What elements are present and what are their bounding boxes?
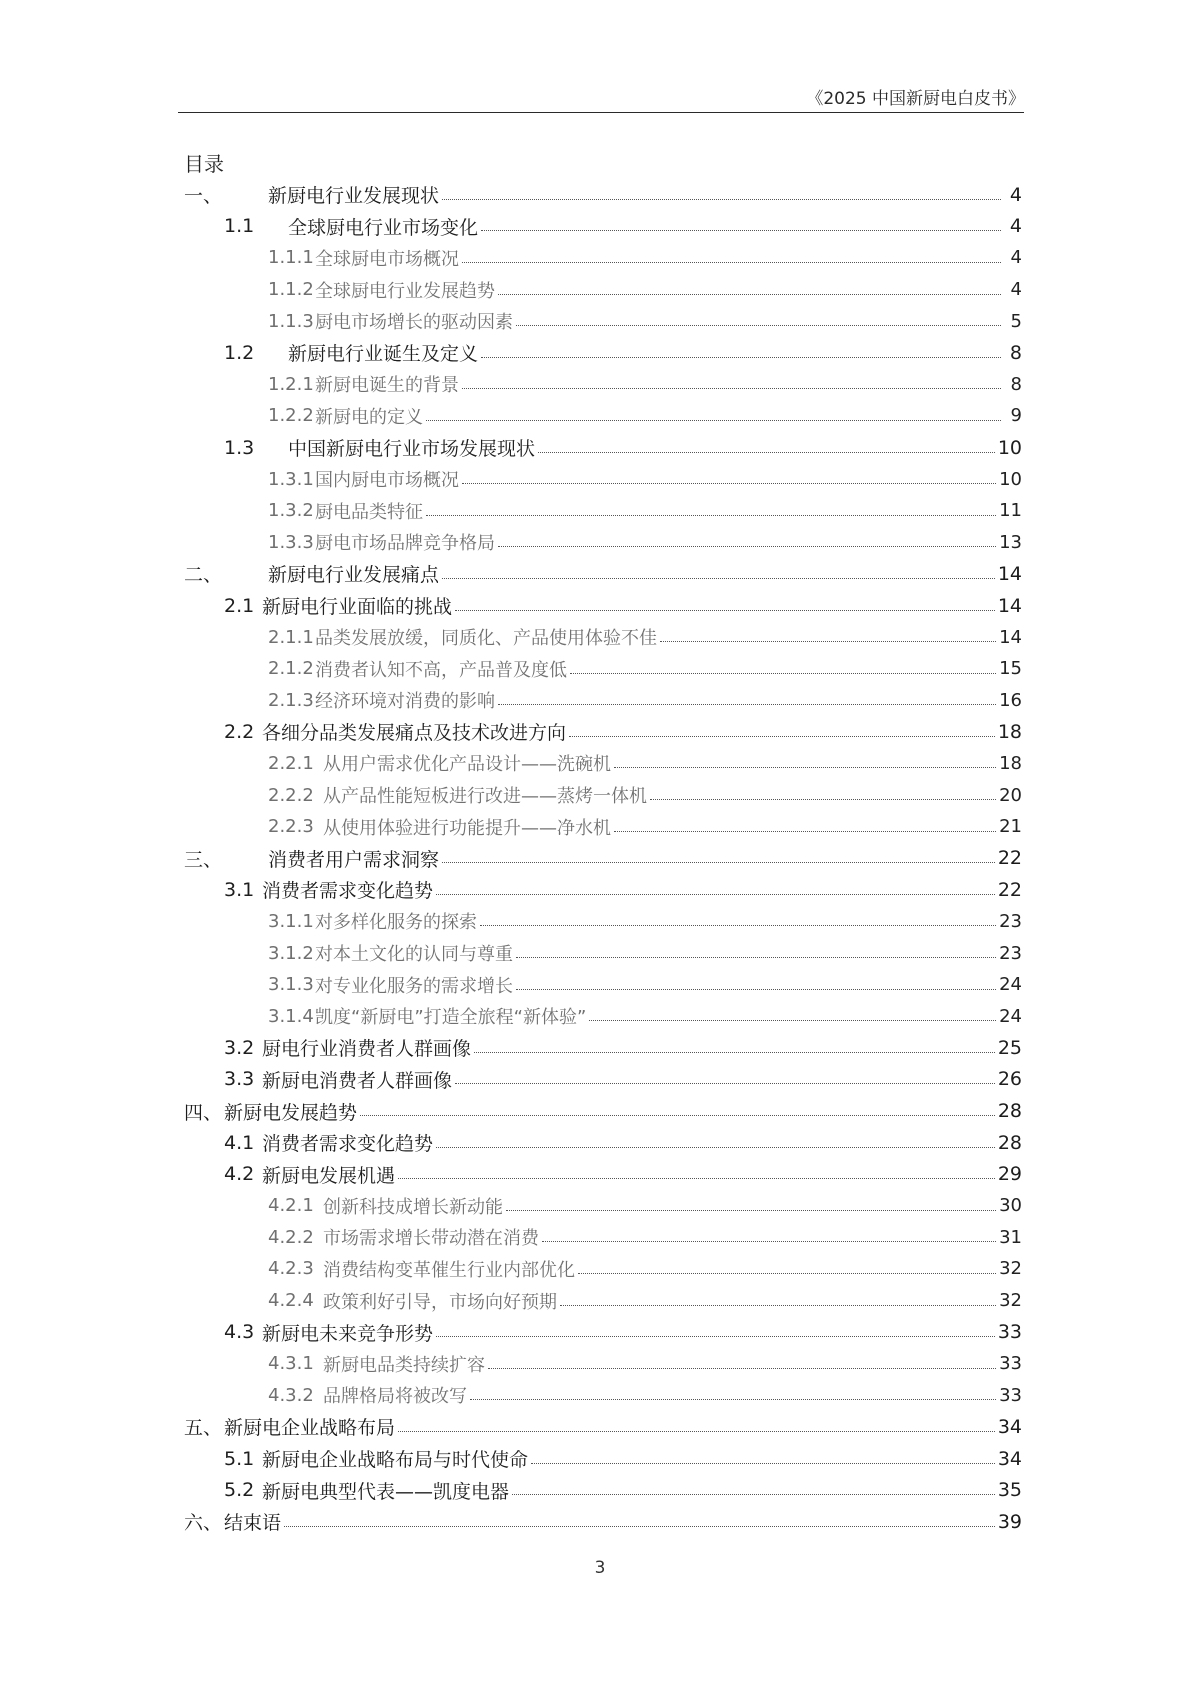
toc-entry-number: 2.1 — [224, 594, 255, 617]
toc-entry[interactable] — [184, 305, 1022, 337]
toc-entry-page: 18 — [997, 720, 1022, 743]
toc-dot-leader — [481, 229, 1001, 231]
toc-entry-title: 消费结构变革催生行业内部优化 — [323, 1259, 575, 1281]
toc-entry-number: 3.1.4 — [268, 1005, 314, 1027]
toc-entry-title: 结束语 — [224, 1512, 282, 1535]
toc-entry-number: 1.2.2 — [268, 405, 314, 427]
toc-dot-leader — [498, 703, 996, 705]
toc-entry-page: 13 — [999, 531, 1022, 553]
toc-entry-page: 4 — [1010, 247, 1022, 269]
toc-entry-title: 消费者需求变化趋势 — [262, 1133, 434, 1156]
toc-entry-page: 24 — [999, 974, 1022, 996]
toc-entry-page: 16 — [999, 689, 1022, 711]
toc-entry[interactable] — [184, 369, 1022, 401]
toc-dot-leader — [481, 356, 1001, 358]
toc-entry[interactable] — [184, 274, 1022, 306]
header-title: 《2025 中国新厨电白皮书》 — [806, 89, 1025, 109]
toc-entry-number: 4.2.2 — [268, 1226, 314, 1248]
toc-entry-title: 品牌格局将被改写 — [323, 1386, 467, 1408]
toc-entry-page: 30 — [999, 1195, 1022, 1217]
toc-dot-leader — [498, 293, 1001, 295]
toc-entry[interactable] — [184, 1158, 1022, 1190]
toc-entry-title: 新厨电行业发展现状 — [268, 185, 440, 208]
toc-entry[interactable] — [184, 1285, 1022, 1317]
toc-entry-number: 六、 — [184, 1512, 223, 1535]
toc-entry-page: 24 — [999, 1005, 1022, 1027]
toc-entry-number: 3.3 — [224, 1068, 255, 1091]
toc-dot-leader — [660, 640, 996, 642]
toc-entry-title: 新厨电企业战略布局与时代使命 — [262, 1449, 529, 1472]
toc-entry-title: 品类发展放缓，同质化、产品使用体验不佳 — [315, 628, 657, 650]
toc-entry-number: 4.2.3 — [268, 1258, 314, 1280]
toc-entry-page: 8 — [1010, 373, 1022, 395]
toc-entry[interactable] — [184, 242, 1022, 274]
toc-entry-number: 4.3 — [224, 1321, 255, 1344]
toc-entry[interactable] — [184, 1506, 1022, 1538]
toc-entry[interactable] — [184, 1064, 1022, 1096]
toc-entry-title: 消费者需求变化趋势 — [262, 880, 434, 903]
toc-entry-number: 一、 — [184, 185, 223, 208]
toc-entry-page: 28 — [997, 1100, 1022, 1123]
toc-entry[interactable] — [184, 432, 1022, 464]
toc-entry-page: 25 — [997, 1036, 1022, 1059]
toc-entry-page: 34 — [997, 1415, 1022, 1438]
toc-dot-leader — [542, 1240, 996, 1242]
toc-entry-page: 20 — [999, 784, 1022, 806]
toc-dot-leader — [531, 1462, 995, 1464]
toc-entry-title: 新厨电典型代表——凯度电器 — [262, 1480, 510, 1503]
toc-entry-title: 全球厨电行业市场变化 — [288, 216, 479, 239]
toc-entry[interactable] — [184, 874, 1022, 906]
toc-entry-title: 凯度“新厨电”打造全旅程“新体验” — [315, 1007, 587, 1029]
toc-entry-title: 市场需求增长带动潜在消费 — [323, 1228, 539, 1250]
toc-dot-leader — [442, 198, 1001, 200]
toc-entry-title: 新厨电诞生的背景 — [315, 375, 459, 397]
toc-entry-title: 从产品性能短板进行改进——蒸烤一体机 — [323, 786, 647, 808]
toc-dot-leader — [480, 924, 996, 926]
toc-entry-page: 14 — [999, 626, 1022, 648]
toc-entry-title: 中国新厨电行业市场发展现状 — [288, 438, 536, 461]
toc-entry-title: 厨电行业消费者人群画像 — [262, 1038, 472, 1061]
toc-entry-number: 三、 — [184, 848, 223, 871]
toc-entry-title: 政策利好引导，市场向好预期 — [323, 1291, 557, 1313]
toc-entry[interactable] — [184, 653, 1022, 685]
toc-dot-leader — [538, 451, 995, 453]
toc-entry[interactable] — [184, 1032, 1022, 1064]
toc-entry-page: 23 — [999, 942, 1022, 964]
toc-dot-leader — [474, 1051, 995, 1053]
toc-entry-title: 新厨电行业诞生及定义 — [288, 343, 479, 366]
toc-entry[interactable] — [184, 463, 1022, 495]
toc-entry-page: 8 — [1009, 341, 1022, 364]
toc-entry[interactable] — [184, 1095, 1022, 1127]
table-of-contents — [184, 179, 1022, 1538]
toc-dot-leader — [516, 956, 996, 958]
toc-entry-page: 9 — [1010, 405, 1022, 427]
toc-entry[interactable] — [184, 558, 1022, 590]
toc-dot-leader — [455, 609, 995, 611]
toc-entry[interactable] — [184, 527, 1022, 559]
toc-entry-number: 2.2.3 — [268, 816, 314, 838]
toc-entry-title: 新厨电行业面临的挑战 — [262, 596, 453, 619]
toc-entry-page: 29 — [997, 1163, 1022, 1186]
toc-entry-number: 3.1.3 — [268, 974, 314, 996]
toc-entry[interactable] — [184, 1348, 1022, 1380]
toc-entry-number: 4.3.1 — [268, 1353, 314, 1375]
toc-entry-title: 消费者用户需求洞察 — [268, 848, 440, 871]
toc-entry-number: 1.1.3 — [268, 310, 314, 332]
toc-entry-number: 2.2 — [224, 720, 255, 743]
toc-entry[interactable] — [184, 779, 1022, 811]
toc-entry-number: 二、 — [184, 564, 223, 587]
toc-entry-page: 11 — [999, 500, 1022, 522]
toc-entry-number: 1.3.1 — [268, 468, 314, 490]
toc-entry-number: 4.3.2 — [268, 1384, 314, 1406]
toc-entry-number: 3.1 — [224, 878, 255, 901]
toc-entry[interactable] — [184, 1316, 1022, 1348]
toc-entry-number: 1.1.2 — [268, 279, 314, 301]
toc-entry-number: 1.3 — [224, 436, 255, 459]
toc-entry-page: 28 — [997, 1131, 1022, 1154]
toc-entry-number: 1.3.3 — [268, 531, 314, 553]
toc-entry[interactable] — [184, 495, 1022, 527]
toc-entry[interactable] — [184, 1253, 1022, 1285]
toc-entry[interactable] — [184, 1411, 1022, 1443]
toc-entry[interactable] — [184, 337, 1022, 369]
toc-entry-page: 18 — [999, 752, 1022, 774]
toc-entry-page: 31 — [999, 1226, 1022, 1248]
toc-entry-title: 新厨电发展趋势 — [224, 1101, 358, 1124]
toc-entry-title: 国内厨电市场概况 — [315, 470, 459, 492]
toc-entry-page: 4 — [1009, 215, 1022, 238]
toc-entry-title: 经济环境对消费的影响 — [315, 691, 495, 713]
toc-dot-leader — [498, 545, 996, 547]
toc-entry[interactable] — [184, 906, 1022, 938]
toc-dot-leader — [516, 324, 1001, 326]
toc-entry-page: 34 — [997, 1447, 1022, 1470]
toc-entry[interactable] — [184, 1474, 1022, 1506]
toc-entry-page: 32 — [999, 1290, 1022, 1312]
toc-dot-leader — [442, 577, 995, 579]
toc-entry-page: 4 — [1010, 279, 1022, 301]
toc-entry[interactable] — [184, 590, 1022, 622]
toc-entry-title: 新厨电品类持续扩容 — [323, 1354, 485, 1376]
toc-entry[interactable] — [184, 842, 1022, 874]
toc-entry-number: 2.1.3 — [268, 689, 314, 711]
toc-entry-number: 4.2.4 — [268, 1290, 314, 1312]
toc-entry-title: 新厨电消费者人群画像 — [262, 1069, 453, 1092]
toc-entry-page: 14 — [997, 562, 1022, 585]
toc-entry-page: 10 — [997, 436, 1022, 459]
toc-dot-leader — [488, 1367, 996, 1369]
toc-entry-title: 新厨电的定义 — [315, 406, 423, 428]
toc-entry[interactable] — [184, 811, 1022, 843]
toc-dot-leader — [426, 419, 1001, 421]
toc-entry-title: 厨电品类特征 — [315, 501, 423, 523]
toc-entry-title: 厨电市场品牌竞争格局 — [315, 533, 495, 555]
toc-dot-leader — [650, 798, 996, 800]
toc-entry-number: 1.2 — [224, 341, 255, 364]
toc-entry-number: 四、 — [184, 1101, 223, 1124]
toc-entry-title: 对专业化服务的需求增长 — [315, 975, 513, 997]
toc-entry[interactable] — [184, 400, 1022, 432]
toc-entry[interactable] — [184, 1127, 1022, 1159]
toc-dot-leader — [436, 1335, 995, 1337]
toc-entry-number: 3.2 — [224, 1036, 255, 1059]
toc-entry-number: 2.1.1 — [268, 626, 314, 648]
toc-entry-number: 2.1.2 — [268, 658, 314, 680]
toc-entry[interactable] — [184, 1222, 1022, 1254]
toc-dot-leader — [570, 672, 996, 674]
toc-entry-title: 从用户需求优化产品设计——洗碗机 — [323, 754, 611, 776]
toc-entry[interactable] — [184, 937, 1022, 969]
toc-entry-page: 22 — [997, 878, 1022, 901]
toc-entry-page: 32 — [999, 1258, 1022, 1280]
toc-dot-leader — [506, 1209, 996, 1211]
toc-entry[interactable] — [184, 1190, 1022, 1222]
toc-entry-number: 3.1.1 — [268, 910, 314, 932]
toc-entry-number: 3.1.2 — [268, 942, 314, 964]
toc-entry-page: 23 — [999, 910, 1022, 932]
toc-dot-leader — [589, 1019, 996, 1021]
toc-dot-leader — [560, 1304, 996, 1306]
toc-entry[interactable] — [184, 716, 1022, 748]
toc-entry-title: 新厨电发展机遇 — [262, 1164, 396, 1187]
toc-entry-title: 全球厨电市场概况 — [315, 248, 459, 270]
toc-entry-title: 从使用体验进行功能提升——净水机 — [323, 817, 611, 839]
toc-dot-leader — [455, 1082, 995, 1084]
toc-entry-title: 厨电市场增长的驱动因素 — [315, 312, 513, 334]
toc-dot-leader — [462, 261, 1001, 263]
toc-entry[interactable] — [184, 969, 1022, 1001]
toc-entry-number: 2.2.1 — [268, 752, 314, 774]
toc-entry-page: 35 — [997, 1479, 1022, 1502]
toc-entry-page: 22 — [997, 847, 1022, 870]
toc-entry-number: 1.1.1 — [268, 247, 314, 269]
toc-entry-number: 五、 — [184, 1417, 223, 1440]
toc-heading: 目录 — [184, 152, 224, 176]
toc-entry-page: 33 — [997, 1321, 1022, 1344]
toc-entry-page: 39 — [997, 1510, 1022, 1533]
toc-entry-page: 33 — [999, 1384, 1022, 1406]
toc-dot-leader — [512, 1493, 995, 1495]
toc-dot-leader — [360, 1114, 995, 1116]
toc-dot-leader — [462, 387, 1001, 389]
toc-entry-page: 33 — [999, 1353, 1022, 1375]
toc-dot-leader — [614, 830, 996, 832]
toc-dot-leader — [614, 766, 996, 768]
toc-entry-title: 新厨电行业发展痛点 — [268, 564, 440, 587]
toc-entry-title: 对本土文化的认同与尊重 — [315, 944, 513, 966]
toc-entry-title: 对多样化服务的探索 — [315, 912, 477, 934]
toc-dot-leader — [284, 1525, 995, 1527]
toc-entry-number: 5.2 — [224, 1479, 255, 1502]
toc-entry-page: 21 — [999, 816, 1022, 838]
toc-entry[interactable] — [184, 621, 1022, 653]
footer-page-number: 3 — [594, 1558, 606, 1578]
toc-dot-leader — [436, 893, 995, 895]
toc-dot-leader — [436, 1146, 995, 1148]
toc-entry-number: 2.2.2 — [268, 784, 314, 806]
toc-entry-number: 4.2 — [224, 1163, 255, 1186]
toc-dot-leader — [442, 861, 995, 863]
toc-entry[interactable] — [184, 211, 1022, 243]
toc-entry-number: 1.1 — [224, 215, 255, 238]
toc-entry-title: 消费者认知不高，产品普及度低 — [315, 659, 567, 681]
toc-dot-leader — [569, 735, 995, 737]
toc-entry-number: 4.1 — [224, 1131, 255, 1154]
toc-entry-title: 全球厨电行业发展趋势 — [315, 280, 495, 302]
toc-entry-title: 各细分品类发展痛点及技术改进方向 — [262, 722, 567, 745]
toc-dot-leader — [462, 482, 996, 484]
toc-entry[interactable] — [184, 685, 1022, 717]
header-rule — [178, 112, 1024, 113]
toc-entry[interactable] — [184, 748, 1022, 780]
toc-entry[interactable] — [184, 179, 1022, 211]
toc-entry-title: 新厨电未来竞争形势 — [262, 1322, 434, 1345]
toc-entry-page: 15 — [999, 658, 1022, 680]
toc-dot-leader — [470, 1398, 996, 1400]
toc-entry-page: 10 — [999, 468, 1022, 490]
toc-dot-leader — [578, 1272, 996, 1274]
toc-dot-leader — [398, 1177, 995, 1179]
toc-dot-leader — [426, 514, 996, 516]
toc-entry-number: 1.2.1 — [268, 373, 314, 395]
toc-entry-page: 26 — [997, 1068, 1022, 1091]
toc-entry-title: 新厨电企业战略布局 — [224, 1417, 396, 1440]
toc-entry[interactable] — [184, 1380, 1022, 1412]
toc-entry-page: 14 — [997, 594, 1022, 617]
toc-entry-number: 4.2.1 — [268, 1195, 314, 1217]
toc-entry-page: 5 — [1010, 310, 1022, 332]
toc-entry[interactable] — [184, 1000, 1022, 1032]
toc-entry-title: 创新科技成增长新动能 — [323, 1196, 503, 1218]
toc-entry-number: 5.1 — [224, 1447, 255, 1470]
toc-dot-leader — [516, 988, 996, 990]
toc-dot-leader — [398, 1430, 995, 1432]
toc-entry-page: 4 — [1009, 183, 1022, 206]
toc-entry-number: 1.3.2 — [268, 500, 314, 522]
toc-entry[interactable] — [184, 1443, 1022, 1475]
